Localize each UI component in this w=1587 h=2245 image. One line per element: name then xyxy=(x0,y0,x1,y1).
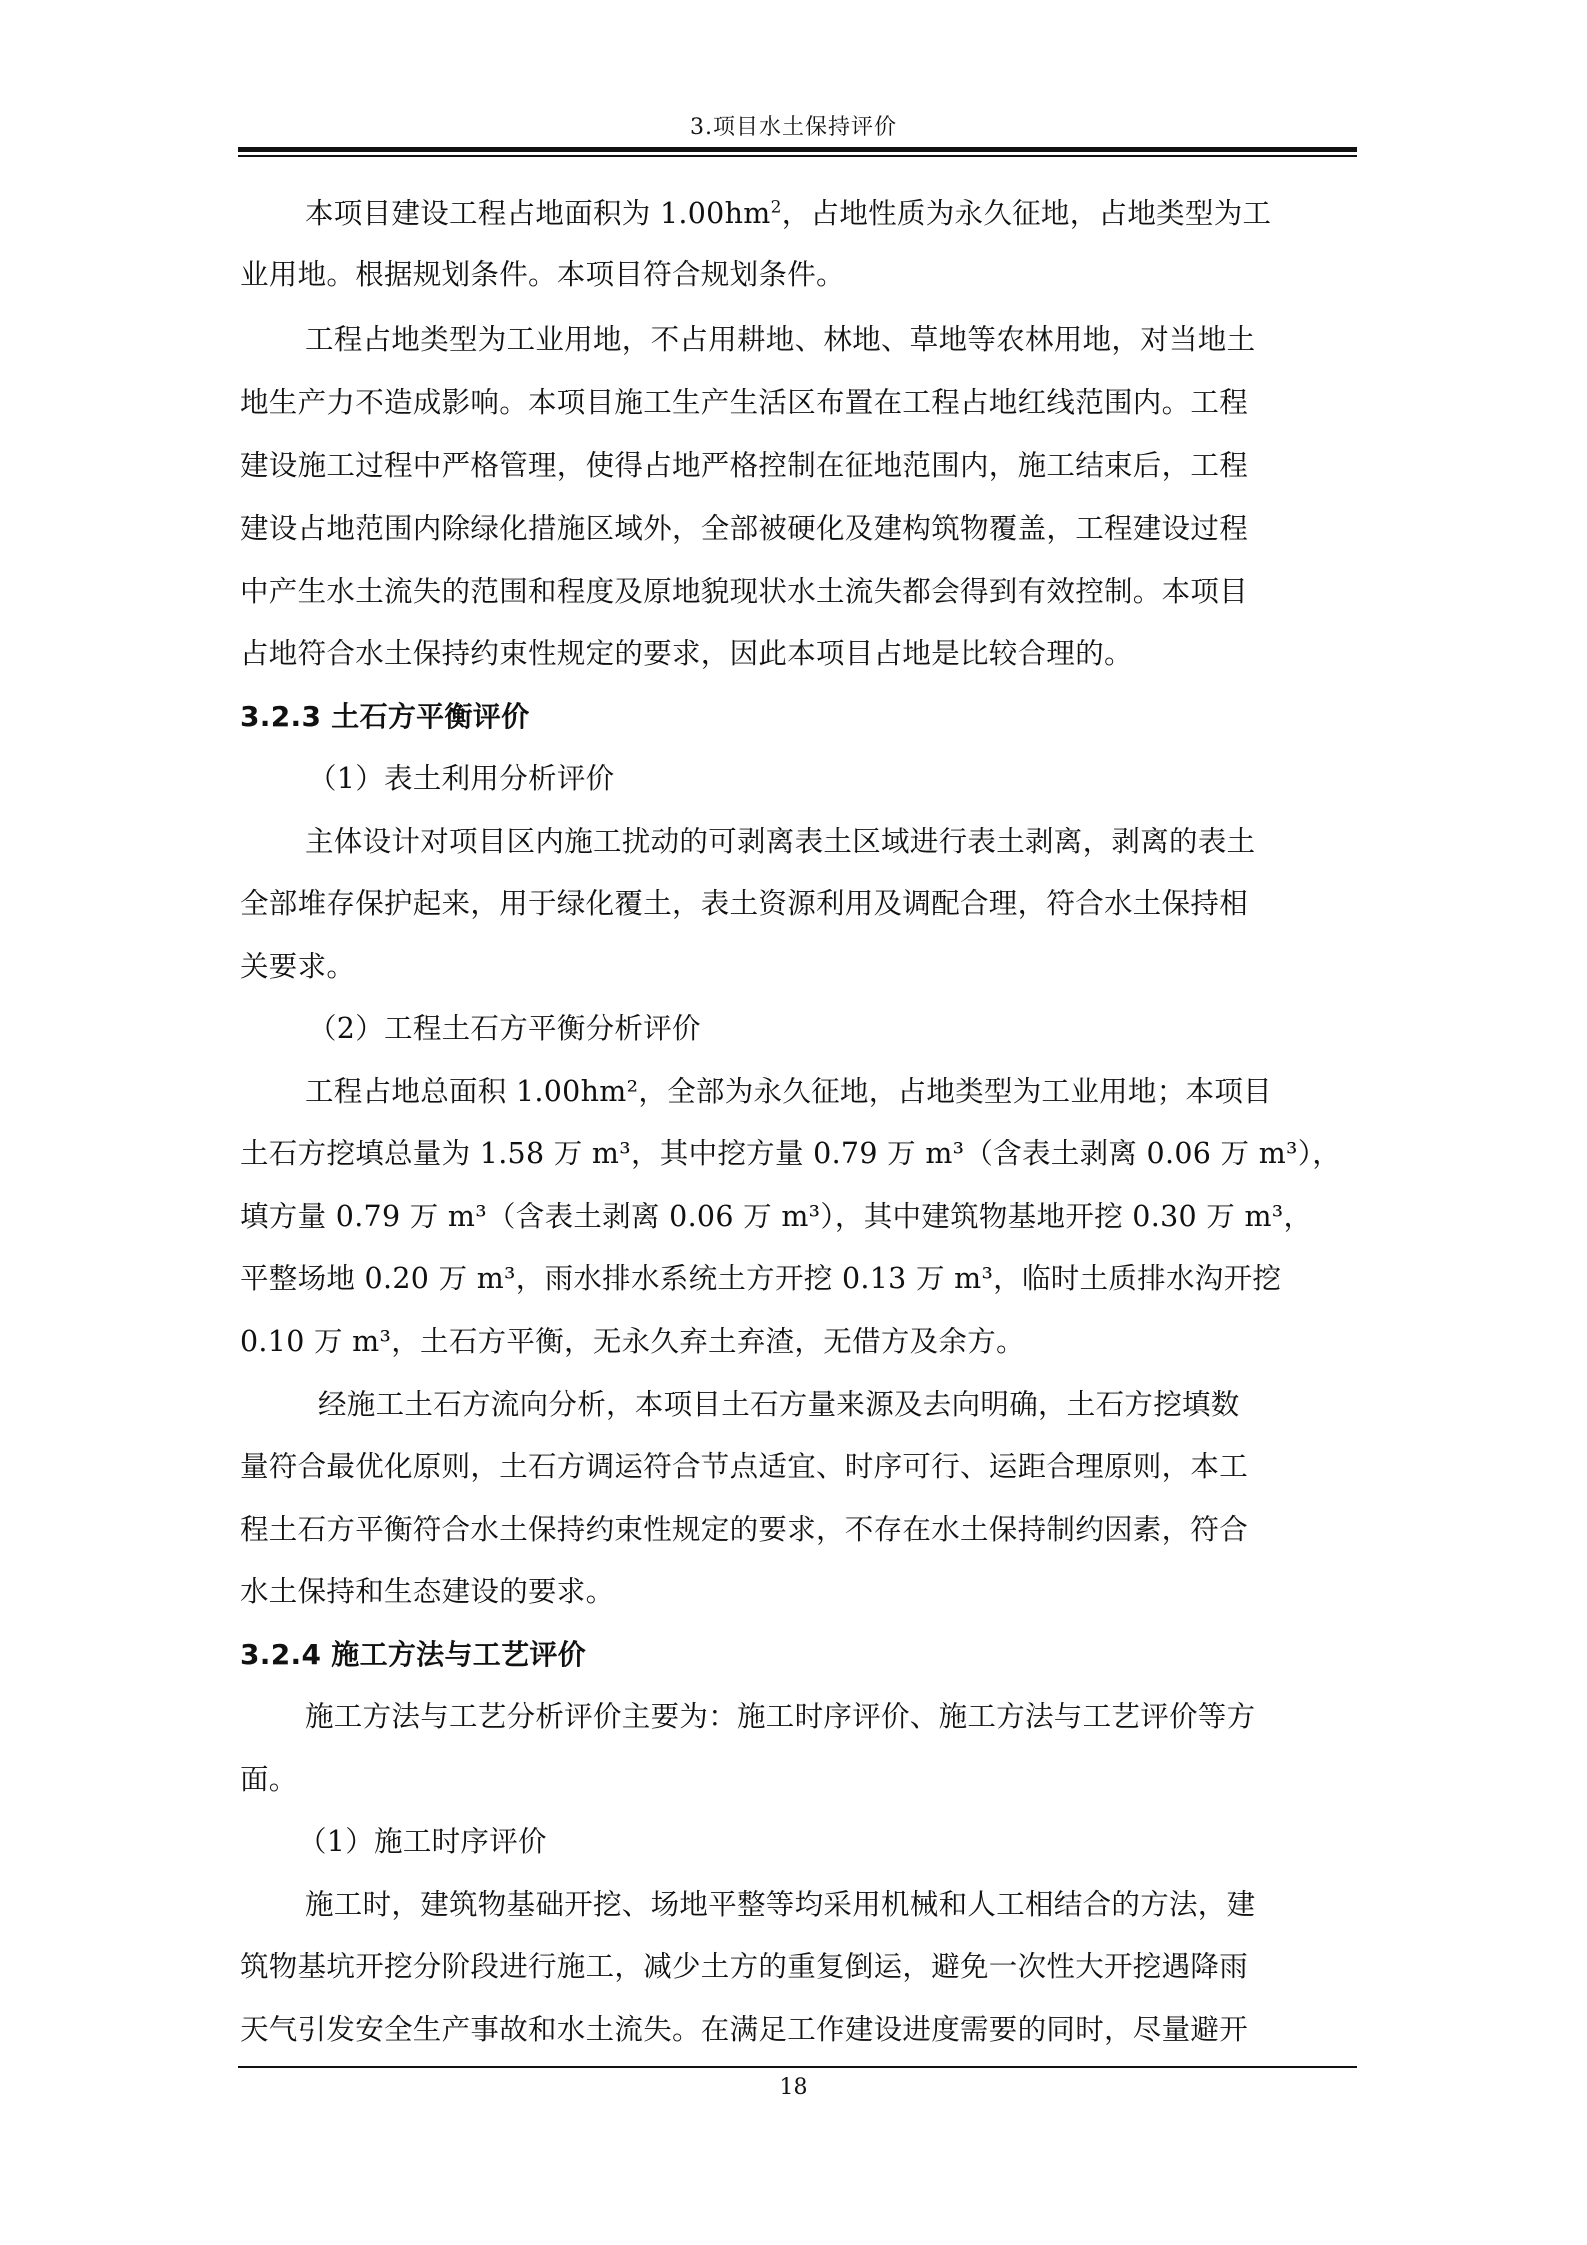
running-header: 3.项目水土保持评价 xyxy=(690,115,897,140)
body-line: 0.10 万 m³，土石方平衡，无永久弃土弃渣，无借方及余方。 xyxy=(240,1325,1025,1358)
body-line: 经施工土石方流向分析，本项目土石方量来源及去向明确，土石方挖填数 xyxy=(318,1388,1240,1421)
body-line: 全部堆存保护起来，用于绿化覆土，表土资源利用及调配合理，符合水土保持相 xyxy=(240,887,1249,920)
body-text: 本项目建设工程占地面积为 1.00hm xyxy=(305,197,771,230)
body-line: 业用地。根据规划条件。本项目符合规划条件。 xyxy=(240,258,845,291)
header-rule-thick xyxy=(238,147,1357,152)
section-heading-3-2-4: 3.2.4 施工方法与工艺评价 xyxy=(240,1638,586,1671)
footer-rule xyxy=(238,2066,1357,2068)
body-line: 占地符合水土保持约束性规定的要求，因此本项目占地是比较合理的。 xyxy=(240,637,1133,670)
body-line: 填方量 0.79 万 m³（含表土剥离 0.06 万 m³），其中建筑物基地开挖 0.30 万 m³， xyxy=(240,1200,1313,1233)
body-line: 量符合最优化原则，土石方调运符合节点适宜、时序可行、运距合理原则，本工 xyxy=(240,1450,1249,1483)
subheading: （1）表土利用分析评价 xyxy=(308,762,615,795)
body-line: 筑物基坑开挖分阶段进行施工，减少土方的重复倒运，避免一次性大开挖遇降雨 xyxy=(240,1950,1249,1983)
body-line: 施工时，建筑物基础开挖、场地平整等均采用机械和人工相结合的方法，建 xyxy=(305,1888,1256,1921)
body-line: 平整场地 0.20 万 m³，雨水排水系统土方开挖 0.13 万 m³，临时土质排水沟开挖 xyxy=(240,1262,1282,1295)
header-rule-thin xyxy=(238,155,1357,157)
section-heading-3-2-3: 3.2.3 土石方平衡评价 xyxy=(240,700,530,733)
subheading: （1）施工时序评价 xyxy=(298,1825,547,1858)
body-text: ，占地性质为永久征地，占地类型为工 xyxy=(781,197,1272,230)
subheading: （2）工程土石方平衡分析评价 xyxy=(308,1012,701,1045)
page-number: 18 xyxy=(779,2075,808,2100)
superscript: 2 xyxy=(770,197,782,218)
body-line: 程土石方平衡符合水土保持约束性规定的要求，不存在水土保持制约因素，符合 xyxy=(240,1513,1249,1546)
body-line: 水土保持和生态建设的要求。 xyxy=(240,1575,615,1608)
body-line: 建设施工过程中严格管理，使得占地严格控制在征地范围内，施工结束后，工程 xyxy=(240,449,1249,482)
body-line xyxy=(305,194,1360,234)
body-line: 工程占地类型为工业用地，不占用耕地、林地、草地等农林用地，对当地土 xyxy=(305,323,1256,356)
body-line: 土石方挖填总量为 1.58 万 m³，其中挖方量 0.79 万 m³（含表土剥离 0.06 万 m³）， xyxy=(240,1137,1342,1170)
body-line: 施工方法与工艺分析评价主要为：施工时序评价、施工方法与工艺评价等方 xyxy=(305,1700,1256,1733)
body-line: 工程占地总面积 1.00hm²，全部为永久征地，占地类型为工业用地；本项目 xyxy=(305,1075,1272,1108)
body-line: 建设占地范围内除绿化措施区域外，全部被硬化及建构筑物覆盖，工程建设过程 xyxy=(240,512,1249,545)
body-line: 中产生水土流失的范围和程度及原地貌现状水土流失都会得到有效控制。本项目 xyxy=(240,575,1249,608)
body-line: 主体设计对项目区内施工扰动的可剥离表土区域进行表土剥离，剥离的表土 xyxy=(305,825,1256,858)
body-line: 天气引发安全生产事故和水土流失。在满足工作建设进度需要的同时，尽量避开 xyxy=(240,2013,1249,2046)
body-line: 面。 xyxy=(240,1763,298,1796)
body-line: 地生产力不造成影响。本项目施工生产生活区布置在工程占地红线范围内。工程 xyxy=(240,386,1249,419)
body-line: 关要求。 xyxy=(240,950,356,983)
